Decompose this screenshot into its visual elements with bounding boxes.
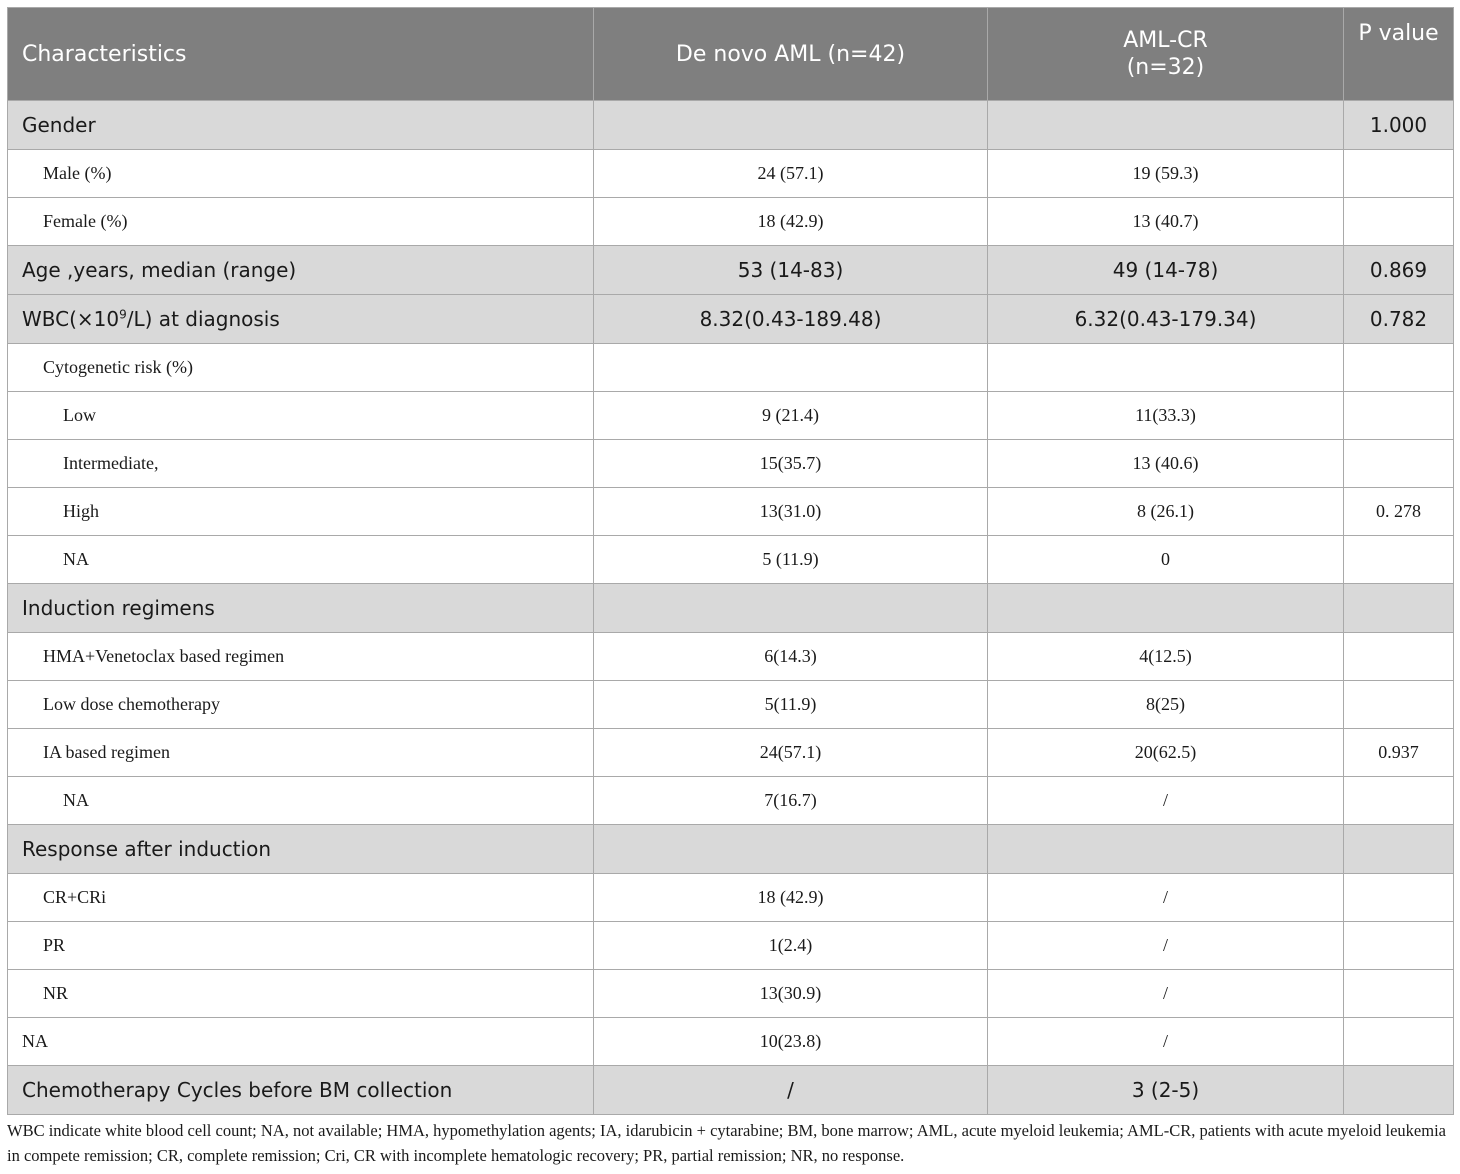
aml-cr-value: 20(62.5): [988, 729, 1344, 777]
p-value: [1344, 681, 1454, 729]
de-novo-value: 18 (42.9): [594, 874, 988, 922]
p-value: [1344, 150, 1454, 198]
table-row: [8, 246, 1454, 295]
table-footnote: WBC indicate white blood cell count; NA, not available; HMA, hypomethylation agents; IA, idarubicin + cytarabine; BM, bone marrow; AML, acute myeloid leukemia; AML-CR, patients with acute myeloid leukemia in compete remission; CR, complete remission; Cri, CR with incomplete hematologic recovery; PR, partial remission; NR, no response.: [7, 1121, 1446, 1165]
de-novo-value: 53 (14-83): [594, 246, 988, 295]
de-novo-value: 18 (42.9): [594, 198, 988, 246]
header-de-novo-aml: De novo AML (n=42): [594, 8, 988, 101]
de-novo-value: 9 (21.4): [594, 392, 988, 440]
row-label: IA based regimen: [8, 729, 594, 777]
aml-cr-value: [988, 101, 1344, 150]
row-label-pre: WBC(×10: [22, 307, 120, 331]
table-container: [7, 7, 1453, 1115]
aml-cr-value: /: [988, 874, 1344, 922]
header-aml-cr-line2: (n=32): [1126, 55, 1205, 80]
table-row: [8, 1066, 1454, 1115]
row-label: [8, 295, 594, 344]
aml-cr-value: /: [988, 1018, 1344, 1066]
row-label: NR: [8, 970, 594, 1018]
row-label: Induction regimens: [8, 584, 594, 633]
aml-cr-value: 3 (2-5): [988, 1066, 1344, 1115]
row-label-post: /L) at diagnosis: [126, 307, 280, 331]
row-label: Age ,years, median (range): [8, 246, 594, 295]
header-aml-cr-line1: AML-CR: [1123, 28, 1208, 53]
aml-cr-value: 0: [988, 536, 1344, 584]
de-novo-value: 1(2.4): [594, 922, 988, 970]
header-aml-cr: [988, 8, 1344, 101]
p-value: [1344, 536, 1454, 584]
header-row: [8, 8, 1454, 101]
de-novo-value: 8.32(0.43-189.48): [594, 295, 988, 344]
p-value: [1344, 584, 1454, 633]
row-label: NA: [8, 536, 594, 584]
row-label: Chemotherapy Cycles before BM collection: [8, 1066, 594, 1115]
table-row: [8, 198, 1454, 246]
aml-cr-value: 13 (40.6): [988, 440, 1344, 488]
row-label: HMA+Venetoclax based regimen: [8, 633, 594, 681]
table-row: [8, 488, 1454, 536]
header-characteristics: Characteristics: [8, 8, 594, 101]
p-value: 0.869: [1344, 246, 1454, 295]
table-row: [8, 584, 1454, 633]
de-novo-value: [594, 825, 988, 874]
aml-cr-value: [988, 584, 1344, 633]
p-value: [1344, 633, 1454, 681]
row-label: Intermediate,: [8, 440, 594, 488]
p-value: 0.782: [1344, 295, 1454, 344]
p-value: [1344, 198, 1454, 246]
de-novo-value: [594, 344, 988, 392]
table-row: [8, 633, 1454, 681]
de-novo-value: 24 (57.1): [594, 150, 988, 198]
de-novo-value: 7(16.7): [594, 777, 988, 825]
table-row: [8, 536, 1454, 584]
de-novo-value: 5(11.9): [594, 681, 988, 729]
p-value: [1344, 392, 1454, 440]
p-value: 0.937: [1344, 729, 1454, 777]
table-row: [8, 970, 1454, 1018]
row-label: NA: [8, 777, 594, 825]
de-novo-value: 5 (11.9): [594, 536, 988, 584]
table-row: [8, 729, 1454, 777]
row-label: Cytogenetic risk (%): [8, 344, 594, 392]
table-row: [8, 295, 1454, 344]
table-row: [8, 777, 1454, 825]
row-label: High: [8, 488, 594, 536]
aml-cr-value: 13 (40.7): [988, 198, 1344, 246]
table-row: [8, 825, 1454, 874]
table-row: [8, 1018, 1454, 1066]
aml-cr-value: 49 (14-78): [988, 246, 1344, 295]
p-value: [1344, 777, 1454, 825]
row-label: CR+CRi: [8, 874, 594, 922]
de-novo-value: 13(31.0): [594, 488, 988, 536]
p-value: 0. 278: [1344, 488, 1454, 536]
header-p-value: P value: [1344, 8, 1454, 101]
aml-cr-value: 6.32(0.43-179.34): [988, 295, 1344, 344]
p-value: [1344, 922, 1454, 970]
row-label: PR: [8, 922, 594, 970]
p-value: 1.000: [1344, 101, 1454, 150]
de-novo-value: [594, 101, 988, 150]
row-label: Response after induction: [8, 825, 594, 874]
aml-cr-value: 11(33.3): [988, 392, 1344, 440]
aml-cr-value: 8 (26.1): [988, 488, 1344, 536]
p-value: [1344, 970, 1454, 1018]
aml-cr-value: 19 (59.3): [988, 150, 1344, 198]
row-label: Low dose chemotherapy: [8, 681, 594, 729]
table-row: [8, 922, 1454, 970]
table-row: [8, 101, 1454, 150]
p-value: [1344, 874, 1454, 922]
aml-cr-value: [988, 344, 1344, 392]
table-row: [8, 344, 1454, 392]
aml-cr-value: 8(25): [988, 681, 1344, 729]
aml-cr-value: [988, 825, 1344, 874]
de-novo-value: 24(57.1): [594, 729, 988, 777]
de-novo-value: 13(30.9): [594, 970, 988, 1018]
p-value: [1344, 1066, 1454, 1115]
p-value: [1344, 440, 1454, 488]
de-novo-value: 15(35.7): [594, 440, 988, 488]
table-row: [8, 874, 1454, 922]
row-label-sup: 9: [119, 307, 127, 322]
row-label: Female (%): [8, 198, 594, 246]
table-row: [8, 392, 1454, 440]
row-label: Male (%): [8, 150, 594, 198]
p-value: [1344, 1018, 1454, 1066]
p-value: [1344, 825, 1454, 874]
de-novo-value: [594, 584, 988, 633]
de-novo-value: /: [594, 1066, 988, 1115]
table-row: [8, 440, 1454, 488]
row-label: Low: [8, 392, 594, 440]
aml-cr-value: /: [988, 970, 1344, 1018]
row-label: Gender: [8, 101, 594, 150]
de-novo-value: 10(23.8): [594, 1018, 988, 1066]
aml-cr-value: /: [988, 922, 1344, 970]
row-label: NA: [8, 1018, 594, 1066]
characteristics-table: [7, 7, 1454, 1115]
table-row: [8, 150, 1454, 198]
table-row: [8, 681, 1454, 729]
aml-cr-value: /: [988, 777, 1344, 825]
de-novo-value: 6(14.3): [594, 633, 988, 681]
aml-cr-value: 4(12.5): [988, 633, 1344, 681]
p-value: [1344, 344, 1454, 392]
